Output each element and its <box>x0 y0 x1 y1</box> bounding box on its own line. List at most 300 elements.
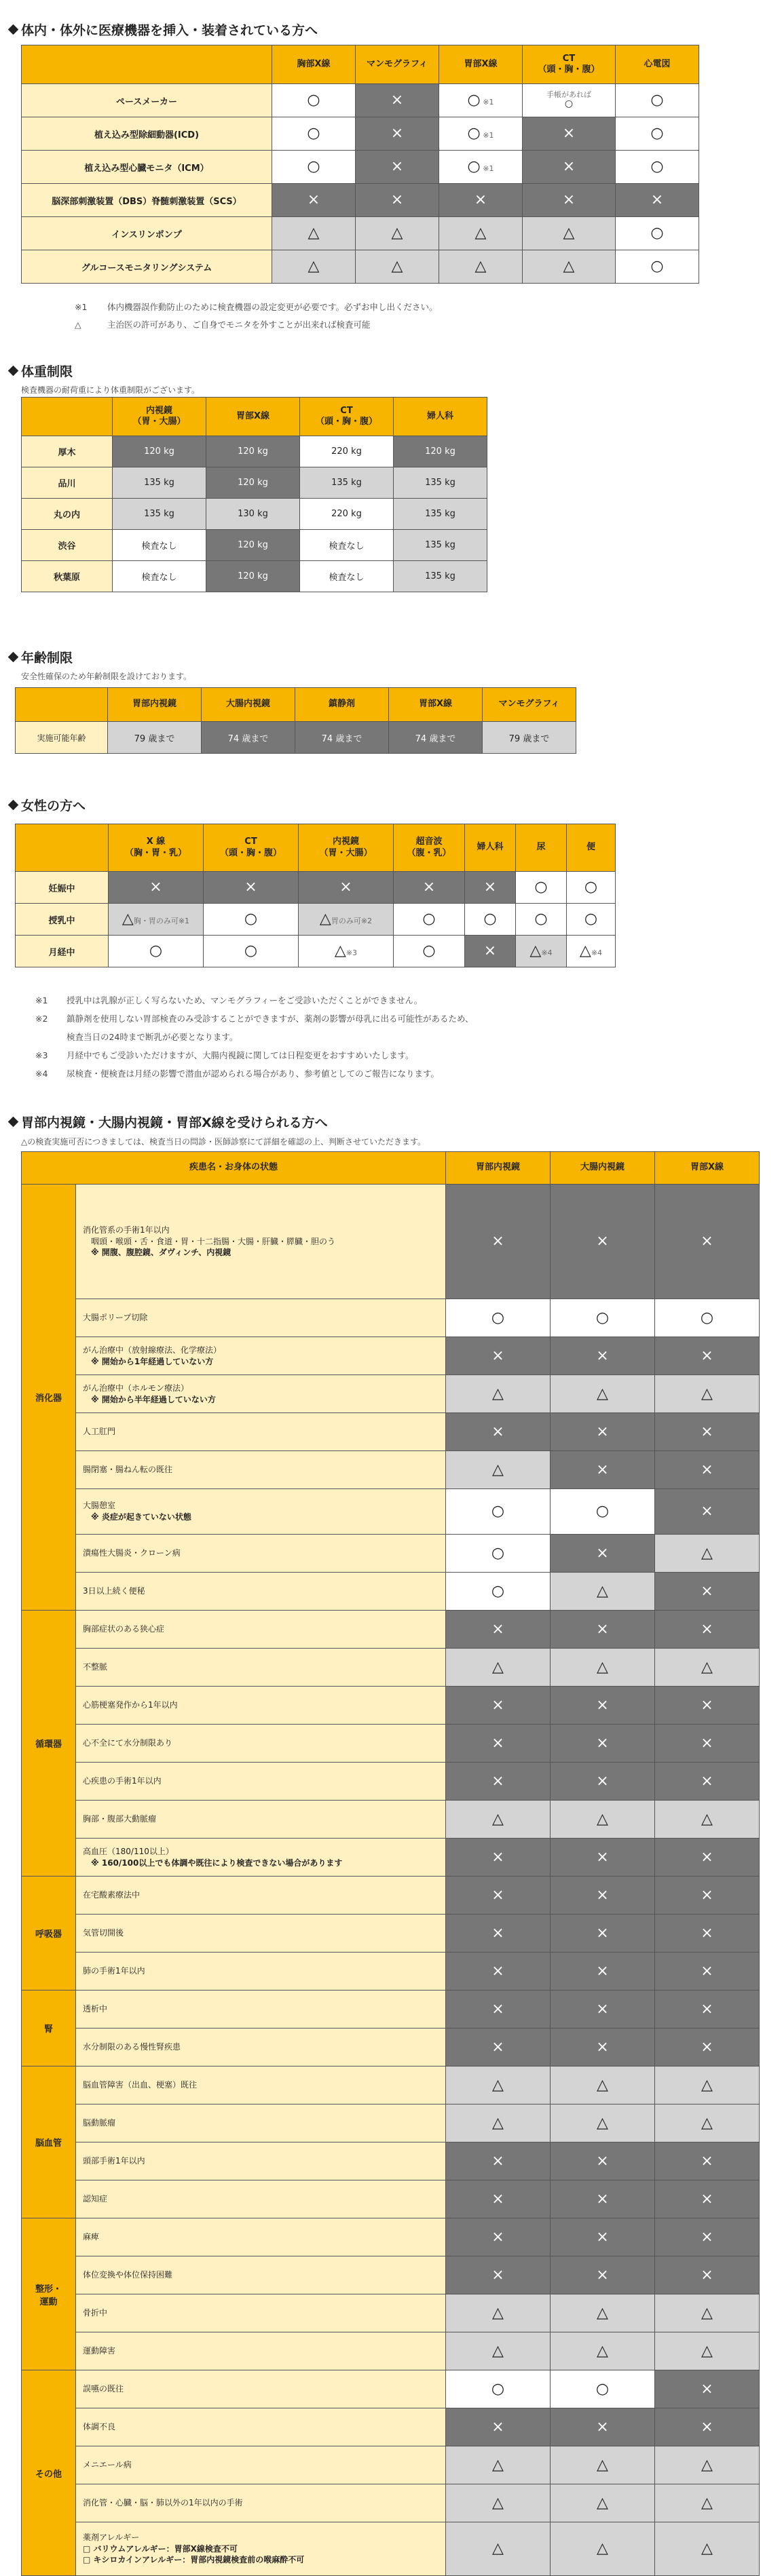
condition-label: 心不全にて水分制限あり <box>76 1725 446 1763</box>
symbol-cross: × <box>701 1620 713 1638</box>
weight-cell: 120 kg <box>113 436 206 467</box>
condition-label: 不整脈 <box>76 1649 446 1687</box>
status-cell <box>551 1801 655 1839</box>
status-cell <box>272 184 356 217</box>
table-row <box>22 2408 760 2446</box>
symbol-triangle: △ <box>701 2304 713 2322</box>
device-table <box>21 45 699 284</box>
column-header: CT （頭・胸・腹） <box>523 45 616 84</box>
symbol-cross: × <box>701 2038 713 2056</box>
condition-label: 脳動脈瘤 <box>76 2104 446 2142</box>
cell-note: ※1 <box>480 131 494 140</box>
footnote: ※3 月経中でもご受診いただけますが、大腸内視鏡に関しては日程変更をおすすめいたします。 <box>35 1050 414 1060</box>
table-row <box>22 467 487 499</box>
status-cell <box>551 2408 655 2446</box>
status-cell <box>655 2294 760 2332</box>
category-cell: 呼吸器 <box>22 1877 76 1991</box>
table-row <box>22 217 699 250</box>
symbol-cross: × <box>701 1503 713 1520</box>
status-cell <box>439 250 523 284</box>
status-cell <box>299 904 394 936</box>
status-cell <box>655 1375 760 1413</box>
section-title <box>10 362 73 380</box>
cell-note: ※4 <box>541 948 553 957</box>
status-cell <box>551 2104 655 2142</box>
status-cell <box>439 184 523 217</box>
status-cell <box>616 117 699 151</box>
status-cell <box>299 936 394 967</box>
symbol-cross: × <box>596 1962 609 1980</box>
symbol-triangle: △ <box>492 2076 504 2094</box>
status-cell <box>523 184 616 217</box>
symbol-triangle: △ <box>492 2494 504 2512</box>
diamond-icon <box>8 24 19 35</box>
condition-label: 体調不良 <box>76 2408 446 2446</box>
row-label: 妊娠中 <box>16 872 109 904</box>
column-header: 内視鏡 （胃・大腸） <box>113 398 206 436</box>
weight-cell: 検査なし <box>300 530 394 561</box>
status-cell <box>446 2029 551 2066</box>
weight-cell: 220 kg <box>300 499 394 530</box>
section-title-text: 体重制限 <box>21 364 73 379</box>
column-header: マンモグラフィ <box>356 45 439 84</box>
status-cell <box>299 872 394 904</box>
symbol-cross: × <box>596 1772 609 1790</box>
condition-label: 肺の手術1年以内 <box>76 1953 446 1991</box>
diamond-icon <box>8 800 19 811</box>
symbol-cross: × <box>491 2038 504 2056</box>
symbol-cross: × <box>596 1233 609 1250</box>
symbol-cross: × <box>596 1423 609 1440</box>
status-cell <box>439 84 523 117</box>
symbol-circle: ○ <box>534 910 548 927</box>
status-cell <box>272 151 356 184</box>
symbol-triangle: △ <box>701 2076 713 2094</box>
footnote: ※2 鎮静剤を使用しない胃部検査のみ受診することができますが、薬剤の影響が母乳に出る可能性があるため、 <box>35 1014 474 1024</box>
weight-cell: 135 kg <box>113 499 206 530</box>
symbol-triangle: △ <box>597 2540 608 2557</box>
table-row <box>22 1687 760 1725</box>
symbol-circle: ○ <box>244 910 258 927</box>
age-cell: 79 歳まで <box>108 722 202 754</box>
symbol-triangle: △ <box>597 1582 608 1600</box>
symbol-cross: × <box>701 1461 713 1478</box>
section-subtitle: 検査機器の耐荷重により体重制限がございます。 <box>21 385 200 395</box>
weight-cell: 120 kg <box>394 436 487 467</box>
symbol-cross: × <box>596 1848 609 1866</box>
status-cell <box>567 872 616 904</box>
symbol-circle: ○ <box>467 92 481 109</box>
status-cell <box>446 1535 551 1573</box>
symbol-triangle: △ <box>474 258 487 275</box>
condition-label: 誤嚥の既往 <box>76 2370 446 2408</box>
status-cell <box>655 1725 760 1763</box>
diamond-icon <box>8 652 19 663</box>
symbol-cross: × <box>701 2266 713 2284</box>
symbol-triangle: △ <box>492 2342 504 2360</box>
status-cell <box>616 184 699 217</box>
age-cell: 79 歳まで <box>483 722 576 754</box>
condition-label: 頭部手術1年以内 <box>76 2142 446 2180</box>
symbol-triangle: △ <box>701 2494 713 2512</box>
row-label: 植え込み型心臓モニタ（ICM） <box>22 151 272 184</box>
symbol-triangle: △ <box>701 1658 713 1676</box>
weight-cell: 検査なし <box>113 530 206 561</box>
column-header: 胃部X線 <box>206 398 300 436</box>
symbol-cross: × <box>491 1233 504 1250</box>
status-cell <box>567 936 616 967</box>
table-row <box>22 184 699 217</box>
table-row <box>16 872 616 904</box>
cell-note: 胃のみ可※2 <box>331 917 373 925</box>
symbol-cross: × <box>596 2038 609 2056</box>
row-label: インスリンポンプ <box>22 217 272 250</box>
row-label: ペースメーカー <box>22 84 272 117</box>
condition-label: 人工肛門 <box>76 1413 446 1451</box>
symbol-triangle: △ <box>597 1658 608 1676</box>
symbol-circle: ○ <box>584 879 598 896</box>
symbol-circle: ○ <box>467 125 481 142</box>
status-cell <box>446 1649 551 1687</box>
symbol-cross: × <box>491 1734 504 1752</box>
status-cell <box>446 1299 551 1337</box>
cell-note: 手帳があれば <box>546 90 591 100</box>
symbol-cross: × <box>491 1423 504 1440</box>
status-cell <box>446 2484 551 2522</box>
status-cell <box>109 936 204 967</box>
symbol-cross: × <box>701 2228 713 2246</box>
symbol-triangle: △ <box>391 225 403 242</box>
status-cell <box>551 1535 655 1573</box>
symbol-cross: × <box>701 2418 713 2436</box>
condition-label: 水分制限のある慢性腎疾患 <box>76 2029 446 2066</box>
row-label: 丸の内 <box>22 499 113 530</box>
symbol-cross: × <box>596 1924 609 1942</box>
table-row <box>16 936 616 967</box>
symbol-triangle: △ <box>597 2114 608 2132</box>
section-title <box>10 20 318 39</box>
symbol-circle: ○ <box>491 2380 505 2398</box>
symbol-cross: × <box>596 1734 609 1752</box>
status-cell <box>109 872 204 904</box>
symbol-triangle: △ <box>597 2304 608 2322</box>
status-cell <box>616 250 699 284</box>
status-cell <box>551 1991 655 2029</box>
status-cell <box>616 217 699 250</box>
table-row <box>22 2484 760 2522</box>
symbol-cross: × <box>491 2000 504 2018</box>
symbol-cross: × <box>491 2228 504 2246</box>
status-cell <box>655 1573 760 1611</box>
condition-label: がん治療中（放射線療法、化学療法） ※ 開始から1年経過していない方 <box>76 1337 446 1375</box>
column-header: 尿 <box>516 824 567 872</box>
column-header: 胃部内視鏡 <box>446 1152 551 1185</box>
status-cell <box>356 250 439 284</box>
status-cell <box>446 1451 551 1489</box>
table-row <box>22 530 487 561</box>
status-cell <box>446 1375 551 1413</box>
table-row <box>22 1535 760 1573</box>
table-row <box>22 151 699 184</box>
status-cell <box>551 2522 655 2576</box>
status-cell <box>655 2370 760 2408</box>
status-cell <box>551 2218 655 2256</box>
symbol-cross: × <box>596 2152 609 2170</box>
symbol-triangle: △ <box>334 942 346 959</box>
symbol-circle: ○ <box>595 1309 610 1326</box>
condition-label: 在宅酸素療法中 <box>76 1877 446 1915</box>
status-cell <box>446 2408 551 2446</box>
status-cell <box>465 872 516 904</box>
status-cell <box>272 217 356 250</box>
status-cell <box>655 2408 760 2446</box>
table-row <box>22 1375 760 1413</box>
condition-label: 3日以上続く便秘 <box>76 1573 446 1611</box>
symbol-cross: × <box>491 1848 504 1866</box>
status-cell <box>655 1535 760 1573</box>
symbol-cross: × <box>491 1696 504 1714</box>
symbol-cross: × <box>701 2380 713 2398</box>
weight-cell: 130 kg <box>206 499 300 530</box>
column-header: CT （頭・胸・腹） <box>300 398 394 436</box>
row-label: 渋谷 <box>22 530 113 561</box>
condition-label: 消化管系の手術1年以内 咽頭・喉頭・舌・食道・胃・十二指腸・大腸・肝臓・膵臓・胆のう ※ 開腹、腹腔鏡、ダヴィンチ、内視鏡 <box>76 1185 446 1299</box>
table-row <box>22 1185 760 1299</box>
table-row <box>16 722 576 754</box>
symbol-triangle: △ <box>701 2114 713 2132</box>
symbol-cross: × <box>491 1620 504 1638</box>
symbol-circle: ○ <box>650 258 664 275</box>
status-cell <box>446 1839 551 1877</box>
symbol-cross: × <box>701 1696 713 1714</box>
table-row <box>22 2446 760 2484</box>
symbol-cross: × <box>307 191 320 208</box>
status-cell <box>551 2484 655 2522</box>
symbol-cross: × <box>422 879 436 896</box>
footnote: ※1 授乳中は乳腺が正しく写らないため、マンモグラフィーをご受診いただくことができません。 <box>35 995 423 1005</box>
row-label: 秋葉原 <box>22 561 113 592</box>
symbol-cross: × <box>596 2418 609 2436</box>
weight-cell: 120 kg <box>206 467 300 499</box>
status-cell <box>616 151 699 184</box>
column-header: X 線 （胸・胃・乳） <box>109 824 204 872</box>
symbol-circle: ○ <box>307 158 320 175</box>
table-row <box>22 1725 760 1763</box>
status-cell <box>655 2522 760 2576</box>
condition-label: 大腸憩室 ※ 炎症が起きていない状態 <box>76 1489 446 1535</box>
status-cell <box>356 217 439 250</box>
status-cell <box>446 2104 551 2142</box>
symbol-triangle: △ <box>492 2456 504 2474</box>
condition-table <box>21 1151 760 2576</box>
status-cell <box>655 2142 760 2180</box>
symbol-cross: × <box>562 191 576 208</box>
status-cell <box>356 84 439 117</box>
column-header: 超音波 （腹・乳） <box>394 824 465 872</box>
table-row <box>22 1337 760 1375</box>
status-cell <box>446 1877 551 1915</box>
symbol-circle: ○ <box>307 125 320 142</box>
column-header: 胃部内視鏡 <box>108 688 202 722</box>
condition-label: 薬剤アレルギー □ バリウムアレルギー：胃部X線検査不可 □ キシロカインアレルギー：胃部内視鏡検査前の喉麻酔不可 <box>76 2522 446 2576</box>
status-cell <box>616 84 699 117</box>
status-cell <box>551 1573 655 1611</box>
symbol-cross: × <box>701 1924 713 1942</box>
symbol-triangle: △ <box>701 1385 713 1402</box>
status-cell <box>446 2256 551 2294</box>
symbol-cross: × <box>474 191 487 208</box>
symbol-circle: ○ <box>491 1503 505 1520</box>
category-cell: 腎 <box>22 1991 76 2066</box>
section-subtitle: 安全性確保のため年齢制限を設けております。 <box>21 672 192 681</box>
status-cell <box>551 1649 655 1687</box>
table-row <box>22 2180 760 2218</box>
status-cell <box>551 2294 655 2332</box>
status-cell <box>523 217 616 250</box>
symbol-circle: ○ <box>244 942 258 959</box>
symbol-cross: × <box>701 2000 713 2018</box>
status-cell <box>523 151 616 184</box>
condition-label: 認知症 <box>76 2180 446 2218</box>
symbol-triangle: △ <box>492 1385 504 1402</box>
section-title <box>10 648 73 666</box>
status-cell <box>446 2332 551 2370</box>
symbol-triangle: △ <box>597 1810 608 1828</box>
symbol-triangle: △ <box>597 2456 608 2474</box>
symbol-cross: × <box>491 2266 504 2284</box>
status-cell <box>655 1763 760 1801</box>
status-cell <box>446 1413 551 1451</box>
status-cell <box>567 904 616 936</box>
age-table <box>15 687 576 754</box>
section-subtitle: △の検査実施可否につきましては、検査当日の問診・医師診察にて詳細を確認の上、判断させていただきます。 <box>21 1137 426 1147</box>
column-header: 胃部X線 <box>655 1152 760 1185</box>
symbol-triangle: △ <box>597 2494 608 2512</box>
symbol-triangle: △ <box>701 2456 713 2474</box>
status-cell <box>655 2066 760 2104</box>
table-row <box>22 250 699 284</box>
status-cell <box>356 117 439 151</box>
condition-label: 透析中 <box>76 1991 446 2029</box>
symbol-triangle: △ <box>492 1461 504 1478</box>
symbol-circle: ○ <box>483 910 497 927</box>
status-cell <box>394 936 465 967</box>
status-cell <box>655 2256 760 2294</box>
table-row <box>22 84 699 117</box>
column-header: 大腸内視鏡 <box>202 688 295 722</box>
status-cell <box>446 2522 551 2576</box>
column-header: 内視鏡 （胃・大腸） <box>299 824 394 872</box>
status-cell <box>523 84 616 117</box>
symbol-triangle: △ <box>563 258 575 275</box>
symbol-cross: × <box>244 879 257 896</box>
status-cell <box>551 1687 655 1725</box>
table-row <box>22 1299 760 1337</box>
status-cell <box>439 217 523 250</box>
table-row <box>22 2332 760 2370</box>
condition-label: 消化管・心臓・脳・肺以外の1年以内の手術 <box>76 2484 446 2522</box>
status-cell <box>655 2332 760 2370</box>
table-row <box>22 2142 760 2180</box>
symbol-triangle: △ <box>597 1385 608 1402</box>
condition-label: メニエール病 <box>76 2446 446 2484</box>
condition-label: 体位変換や体位保持困難 <box>76 2256 446 2294</box>
table-row <box>22 1839 760 1877</box>
symbol-cross: × <box>701 1734 713 1752</box>
status-cell <box>655 2218 760 2256</box>
weight-cell: 135 kg <box>113 467 206 499</box>
row-label: グルコースモニタリングシステム <box>22 250 272 284</box>
symbol-circle: ○ <box>650 125 664 142</box>
symbol-circle: ○ <box>650 92 664 109</box>
status-cell <box>465 936 516 967</box>
symbol-cross: × <box>701 1772 713 1790</box>
status-cell <box>551 2029 655 2066</box>
column-header <box>22 398 113 436</box>
status-cell <box>551 1953 655 1991</box>
status-cell <box>446 2066 551 2104</box>
symbol-cross: × <box>491 1962 504 1980</box>
symbol-cross: × <box>483 879 497 896</box>
age-cell: 74 歳まで <box>202 722 295 754</box>
symbol-triangle: △ <box>597 2342 608 2360</box>
cell-note: ※4 <box>591 948 603 957</box>
status-cell <box>446 1953 551 1991</box>
column-header: マンモグラフィ <box>483 688 576 722</box>
condition-label: 運動障害 <box>76 2332 446 2370</box>
symbol-cross: × <box>483 942 497 959</box>
column-header <box>22 45 272 84</box>
column-header: 疾患名・お身体の状態 <box>22 1152 446 1185</box>
symbol-triangle: △ <box>701 1544 713 1562</box>
condition-label: 胸部症状のある狭心症 <box>76 1611 446 1649</box>
status-cell <box>356 151 439 184</box>
status-cell <box>551 1839 655 1877</box>
column-header: 心電図 <box>616 45 699 84</box>
status-cell <box>446 1915 551 1953</box>
symbol-cross: × <box>596 2000 609 2018</box>
symbol-triangle: △ <box>492 2114 504 2132</box>
status-cell <box>655 1413 760 1451</box>
column-header: 婦人科 <box>394 398 487 436</box>
status-cell <box>655 2484 760 2522</box>
status-cell <box>655 2180 760 2218</box>
symbol-cross: × <box>491 2418 504 2436</box>
row-label: 授乳中 <box>16 904 109 936</box>
symbol-cross: × <box>701 1886 713 1904</box>
status-cell <box>655 1649 760 1687</box>
status-cell <box>655 1877 760 1915</box>
column-header: 大腸内視鏡 <box>551 1152 655 1185</box>
symbol-cross: × <box>650 191 664 208</box>
status-cell <box>655 1611 760 1649</box>
table-row <box>22 1413 760 1451</box>
symbol-cross: × <box>491 1347 504 1364</box>
section-title <box>10 1113 328 1131</box>
status-cell <box>655 1299 760 1337</box>
weight-cell: 220 kg <box>300 436 394 467</box>
status-cell <box>439 117 523 151</box>
symbol-circle: ○ <box>491 1582 505 1600</box>
status-cell <box>446 1337 551 1375</box>
status-cell <box>516 904 567 936</box>
column-header: 胃部X線 <box>439 45 523 84</box>
symbol-cross: × <box>701 1582 713 1600</box>
symbol-triangle: △ <box>701 2540 713 2557</box>
condition-label: 潰瘍性大腸炎・クローン病 <box>76 1535 446 1573</box>
weight-cell: 検査なし <box>113 561 206 592</box>
table-row <box>22 1573 760 1611</box>
